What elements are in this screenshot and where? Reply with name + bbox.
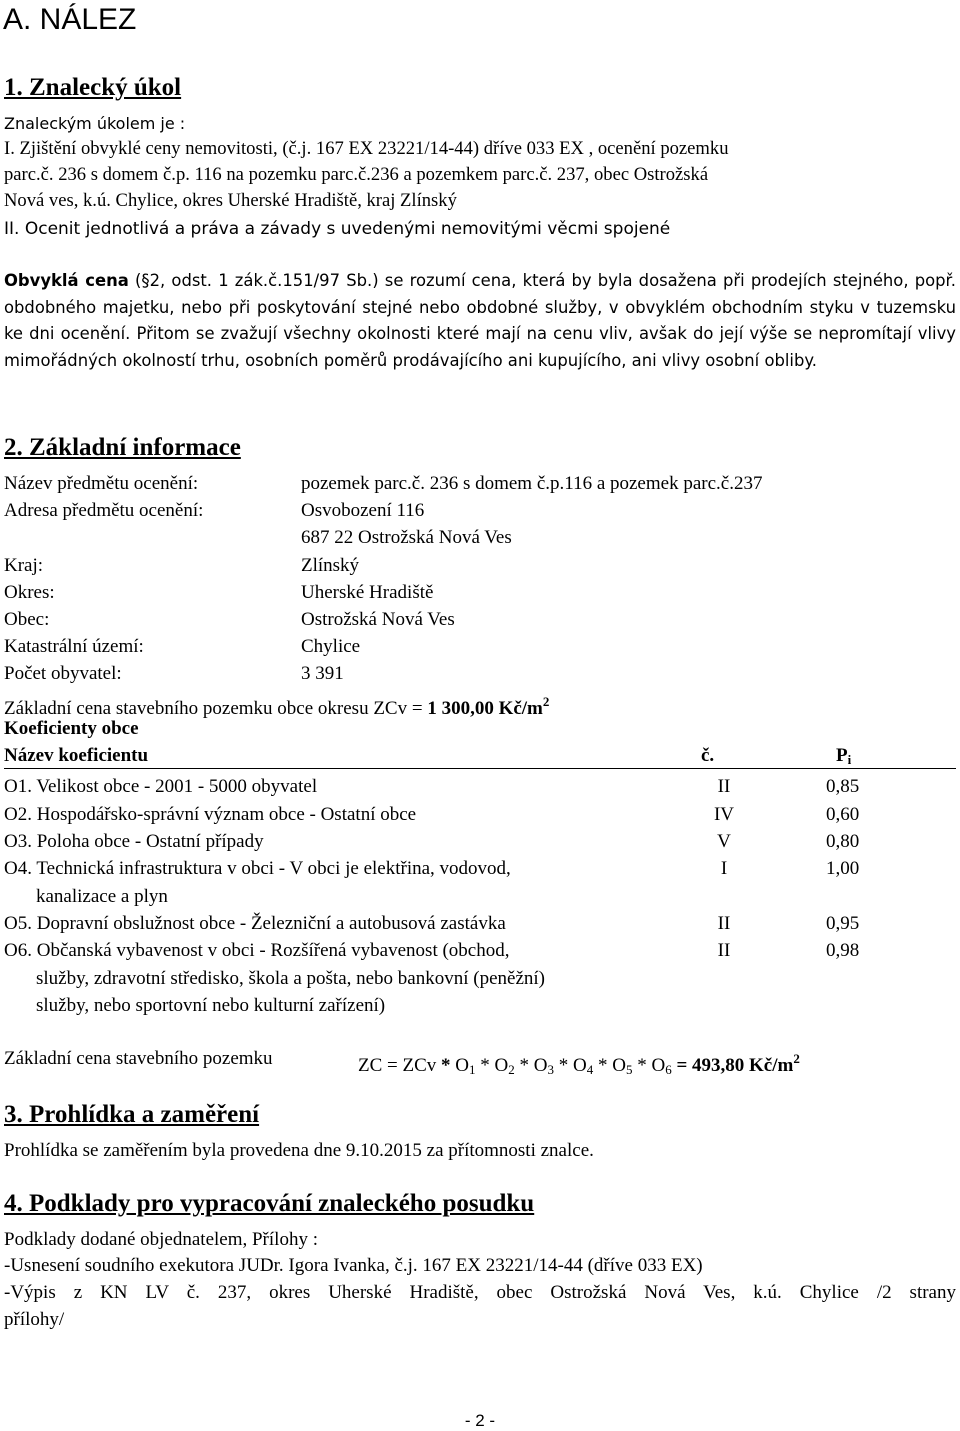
- coef-class: II: [717, 940, 731, 961]
- formula-expression: ZC = ZCv * O1 * O2 * O3 * O4 * O5 * O6 = 493,80 $Kč/m^2$: [358, 1051, 800, 1077]
- section-1-title: 1. Znalecký úkol: [4, 74, 182, 101]
- header-pi-symbol: P: [836, 745, 848, 766]
- coef-name-continued: služby, nebo sportovní nebo kulturní zařízení): [36, 995, 386, 1016]
- task-intro: Znaleckým úkolem je :: [4, 114, 186, 133]
- base-price-value: 1 300,00 Kč/m: [427, 698, 543, 719]
- field-value: 3 391: [301, 663, 344, 684]
- table-header: [4, 741, 956, 769]
- coef-name: O2. Hospodářsko-správní význam obce - Ostatní obce: [4, 804, 417, 825]
- header-name: Název koeficientu: [4, 745, 149, 766]
- formula-label: Základní cena stavebního pozemku: [4, 1048, 273, 1069]
- field-value: Ostrožská Nová Ves: [301, 609, 455, 630]
- coefficients-table: [4, 741, 956, 1016]
- coef-value: 0,60: [826, 804, 860, 825]
- coef-class: II: [717, 913, 731, 934]
- field-label: Obec:: [4, 609, 50, 630]
- source-item-continued: přílohy/: [4, 1309, 65, 1330]
- coef-name: O6. Občanská vybavenost v obci - Rozšířená vybavenost (obchod,: [4, 940, 510, 961]
- formula-result-sup: 2: [793, 1051, 800, 1066]
- section-4-title: 4. Podklady pro vypracování znaleckého posudku: [4, 1190, 535, 1217]
- coef-name: O4. Technická infrastruktura v obci - V obci je elektřina, vodovod,: [4, 858, 511, 879]
- task-line-1: I. Zjištění obvyklé ceny nemovitosti, (č.j. 167 EX 23221/14-44) dříve 033 EX , ocenění pozemku: [4, 138, 729, 159]
- coef-name: O1. Velikost obce - 2001 - 5000 obyvatel: [4, 776, 318, 797]
- inspection-text: Prohlídka se zaměřením byla provedena dne 9.10.2015 za přítomnosti znalce.: [4, 1140, 594, 1161]
- coef-value: 0,85: [826, 776, 860, 797]
- coef-name-continued: kanalizace a plyn: [36, 885, 168, 907]
- field-label: Kraj:: [4, 555, 44, 576]
- section-2-title: 2. Základní informace: [4, 434, 241, 461]
- coef-name-continued: služby, zdravotní středisko, škola a pošta, nebo bankovní (peněžní): [36, 967, 546, 989]
- task-line-4: II. Ocenit jednotlivá a práva a závady s uvedenými nemovitými věcmi spojené: [4, 219, 671, 239]
- coef-value: 0,80: [826, 831, 860, 852]
- source-item: -Usnesení soudního exekutora JUDr. Igora Ivanka, č.j. 167 EX 23221/14-44 (dříve 033 EX): [4, 1255, 703, 1276]
- header-pi-subscript: i: [847, 752, 852, 767]
- coef-class: II: [717, 776, 731, 797]
- coef-class: I: [720, 858, 728, 879]
- sources-intro: Podklady dodané objednatelem, Přílohy :: [4, 1229, 318, 1250]
- task-line-3: Nová ves, k.ú. Chylice, okres Uherské Hradiště, kraj Zlínský: [4, 190, 457, 211]
- field-value: 687 22 Ostrožská Nová Ves: [301, 527, 512, 548]
- task-line-2: parc.č. 236 s domem č.p. 116 na pozemku parc.č.236 a pozemkem parc.č. 237, obec Ostrožská: [4, 164, 709, 185]
- coefficients-title: Koeficienty obce: [4, 718, 139, 739]
- header-pi: [836, 745, 851, 768]
- field-value: pozemek parc.č. 236 s domem č.p.116 a pozemek parc.č.237: [301, 473, 763, 494]
- market-price-term: Obvyklá cena: [4, 271, 129, 290]
- market-price-definition: (§2, odst. 1 zák.č.151/97 Sb.) se rozumí cena, která by byla dosažena při prodejích stejného, popř. obdobného majetku, nebo při poskytování stejné nebo obdobné služby, v obvyklém obchodním styku v tuzemsku ke dni ocenění. Přitom se zvažují všechny okolnosti které mají na cenu vliv, avšak do její výše se nepromítají vlivy mimořádných okolností trhu, osobních poměrů prodávajícího ani kupujícího, ani vlivy osobní obliby.: [4, 271, 956, 371]
- coef-class: IV: [713, 804, 735, 825]
- coef-class: V: [717, 831, 731, 852]
- source-item: -Výpis z KN LV č. 237, okres Uherské Hradiště, obec Ostrožská Nová Ves, k.ú. Chylice /2 strany: [4, 1282, 956, 1303]
- page-number: - 2 -: [464, 1411, 496, 1430]
- base-price-unit-sup: 2: [542, 694, 550, 709]
- formula-result: 493,80 Kč/m: [692, 1055, 794, 1076]
- coef-name: O5. Dopravní obslužnost obce - Železniční a autobusová zastávka: [4, 913, 506, 934]
- field-label: Katastrální území:: [4, 636, 144, 657]
- field-value: Osvobození 116: [301, 500, 425, 521]
- formula-zc: ZC = ZCv: [358, 1055, 442, 1076]
- coef-name: O3. Poloha obce - Ostatní případy: [4, 831, 264, 852]
- field-label: Název předmětu ocenění:: [4, 473, 199, 494]
- field-label: Okres:: [4, 582, 55, 603]
- base-price-label: Základní cena stavebního pozemku obce okresu ZCv =: [4, 698, 428, 719]
- coef-value: 1,00: [826, 858, 860, 879]
- market-price-paragraph: [4, 268, 956, 375]
- coef-value: 0,98: [826, 940, 860, 961]
- field-label: Adresa předmětu ocenění:: [4, 500, 204, 521]
- field-value: Zlínský: [301, 555, 360, 576]
- formula-line: [4, 1046, 800, 1077]
- main-heading: A. NÁLEZ: [3, 3, 137, 36]
- header-class: č.: [701, 745, 715, 766]
- coef-value: 0,95: [826, 913, 860, 934]
- field-label: Počet obyvatel:: [4, 663, 122, 684]
- field-value: Uherské Hradiště: [301, 582, 434, 603]
- field-value: Chylice: [301, 636, 361, 657]
- section-3-title: 3. Prohlídka a zaměření: [4, 1101, 260, 1128]
